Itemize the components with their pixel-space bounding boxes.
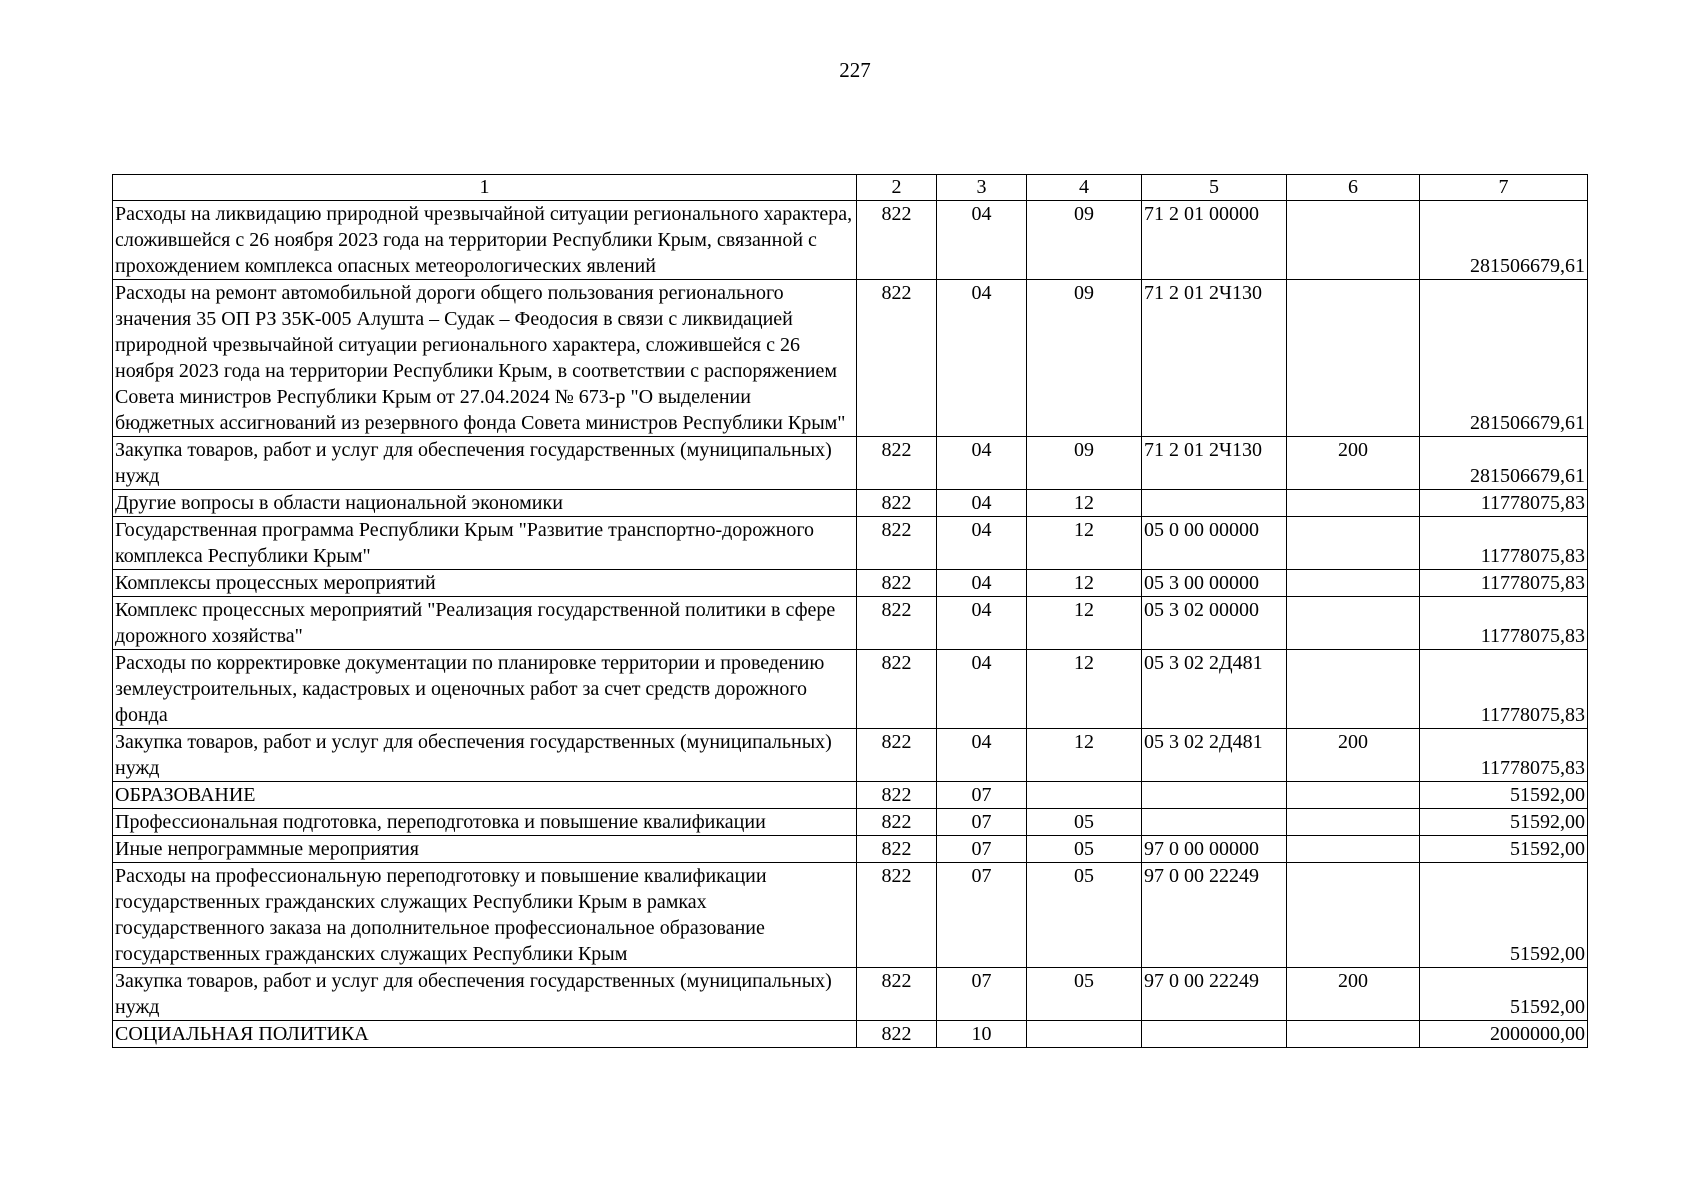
- target-article-cell: 71 2 01 2Ч130: [1142, 437, 1287, 490]
- subsection-code-cell: [1027, 1021, 1142, 1048]
- subsection-code-cell: 12: [1027, 729, 1142, 782]
- target-article-cell: 71 2 01 2Ч130: [1142, 280, 1287, 437]
- header-cell: 2: [857, 175, 937, 201]
- admin-code-cell: 822: [857, 570, 937, 597]
- header-cell: 4: [1027, 175, 1142, 201]
- expense-type-cell: 200: [1287, 968, 1420, 1021]
- subsection-code-cell: 09: [1027, 201, 1142, 280]
- target-article-cell: 05 3 02 2Д481: [1142, 650, 1287, 729]
- admin-code-cell: 822: [857, 809, 937, 836]
- amount-cell: 51592,00: [1420, 968, 1588, 1021]
- target-article-cell: [1142, 490, 1287, 517]
- section-code-cell: 07: [937, 809, 1027, 836]
- expense-name-cell: СОЦИАЛЬНАЯ ПОЛИТИКА: [113, 1021, 857, 1048]
- subsection-code-cell: 05: [1027, 809, 1142, 836]
- section-code-cell: 04: [937, 517, 1027, 570]
- expense-name-cell: Расходы на ремонт автомобильной дороги общего пользования регионального значения 35 ОП РЗ 35К-005 Алушта – Судак – Феодосия в связи с ликвидацией природной чрезвычайной ситуации регионального характера, сложившейся с 26 ноября 2023 года на территории Республики Крым, в соответствии с распоряжением Совета министров Республики Крым от 27.04.2024 № 673-р "О выделении бюджетных ассигнований из резервного фонда Совета министров Республики Крым": [113, 280, 857, 437]
- admin-code-cell: 822: [857, 201, 937, 280]
- expense-type-cell: [1287, 490, 1420, 517]
- expense-name-cell: Комплексы процессных мероприятий: [113, 570, 857, 597]
- expense-name-cell: Расходы на профессиональную переподготовку и повышение квалификации государственных гражданских служащих Республики Крым в рамках государственного заказа на дополнительное профессиональное образование государственных гражданских служащих Республики Крым: [113, 863, 857, 968]
- section-code-cell: 04: [937, 729, 1027, 782]
- subsection-code-cell: 09: [1027, 280, 1142, 437]
- header-cell: 6: [1287, 175, 1420, 201]
- amount-cell: 51592,00: [1420, 782, 1588, 809]
- table-row: [113, 597, 1588, 650]
- subsection-code-cell: 05: [1027, 968, 1142, 1021]
- target-article-cell: 05 3 00 00000: [1142, 570, 1287, 597]
- expense-type-cell: 200: [1287, 729, 1420, 782]
- expense-type-cell: [1287, 863, 1420, 968]
- section-code-cell: 04: [937, 597, 1027, 650]
- subsection-code-cell: 12: [1027, 597, 1142, 650]
- expense-name-cell: Закупка товаров, работ и услуг для обеспечения государственных (муниципальных) нужд: [113, 968, 857, 1021]
- expense-type-cell: [1287, 809, 1420, 836]
- section-code-cell: 04: [937, 280, 1027, 437]
- expense-name-cell: Закупка товаров, работ и услуг для обеспечения государственных (муниципальных) нужд: [113, 729, 857, 782]
- expense-name-cell: Комплекс процессных мероприятий "Реализация государственной политики в сфере дорожного хозяйства": [113, 597, 857, 650]
- target-article-cell: [1142, 1021, 1287, 1048]
- target-article-cell: [1142, 782, 1287, 809]
- expense-type-cell: 200: [1287, 437, 1420, 490]
- amount-cell: 281506679,61: [1420, 280, 1588, 437]
- subsection-code-cell: 12: [1027, 490, 1142, 517]
- amount-cell: 2000000,00: [1420, 1021, 1588, 1048]
- amount-cell: 51592,00: [1420, 863, 1588, 968]
- amount-cell: 281506679,61: [1420, 201, 1588, 280]
- expense-name-cell: Другие вопросы в области национальной экономики: [113, 490, 857, 517]
- section-code-cell: 07: [937, 968, 1027, 1021]
- table-row: [113, 968, 1588, 1021]
- table-row: [113, 570, 1588, 597]
- amount-cell: 281506679,61: [1420, 437, 1588, 490]
- amount-cell: 11778075,83: [1420, 517, 1588, 570]
- subsection-code-cell: 12: [1027, 517, 1142, 570]
- expense-type-cell: [1287, 570, 1420, 597]
- table-row: [113, 809, 1588, 836]
- table-row: [113, 729, 1588, 782]
- admin-code-cell: 822: [857, 597, 937, 650]
- section-code-cell: 04: [937, 201, 1027, 280]
- amount-cell: 11778075,83: [1420, 650, 1588, 729]
- section-code-cell: 04: [937, 570, 1027, 597]
- expense-name-cell: Закупка товаров, работ и услуг для обеспечения государственных (муниципальных) нужд: [113, 437, 857, 490]
- section-code-cell: 07: [937, 863, 1027, 968]
- target-article-cell: 05 3 02 2Д481: [1142, 729, 1287, 782]
- subsection-code-cell: 09: [1027, 437, 1142, 490]
- admin-code-cell: 822: [857, 517, 937, 570]
- admin-code-cell: 822: [857, 650, 937, 729]
- header-cell: 3: [937, 175, 1027, 201]
- expense-type-cell: [1287, 280, 1420, 437]
- section-code-cell: 10: [937, 1021, 1027, 1048]
- target-article-cell: 05 3 02 00000: [1142, 597, 1287, 650]
- expense-type-cell: [1287, 836, 1420, 863]
- table-header-row: [113, 175, 1588, 201]
- subsection-code-cell: [1027, 782, 1142, 809]
- budget-table: [112, 174, 1588, 1048]
- section-code-cell: 04: [937, 650, 1027, 729]
- target-article-cell: [1142, 809, 1287, 836]
- section-code-cell: 07: [937, 782, 1027, 809]
- table-row: [113, 863, 1588, 968]
- table-row: [113, 201, 1588, 280]
- table-row: [113, 782, 1588, 809]
- page-number: 227: [839, 58, 871, 82]
- subsection-code-cell: 12: [1027, 570, 1142, 597]
- section-code-cell: 04: [937, 437, 1027, 490]
- table-row: [113, 490, 1588, 517]
- table-row: [113, 836, 1588, 863]
- amount-cell: 11778075,83: [1420, 729, 1588, 782]
- section-code-cell: 04: [937, 490, 1027, 517]
- expense-type-cell: [1287, 650, 1420, 729]
- admin-code-cell: 822: [857, 280, 937, 437]
- expense-type-cell: [1287, 1021, 1420, 1048]
- expense-name-cell: Государственная программа Республики Крым "Развитие транспортно-дорожного комплекса Республики Крым": [113, 517, 857, 570]
- amount-cell: 51592,00: [1420, 809, 1588, 836]
- subsection-code-cell: 12: [1027, 650, 1142, 729]
- target-article-cell: 97 0 00 00000: [1142, 836, 1287, 863]
- amount-cell: 51592,00: [1420, 836, 1588, 863]
- target-article-cell: 97 0 00 22249: [1142, 968, 1287, 1021]
- expense-type-cell: [1287, 782, 1420, 809]
- table-row: [113, 280, 1588, 437]
- amount-cell: 11778075,83: [1420, 490, 1588, 517]
- expense-name-cell: Расходы на ликвидацию природной чрезвычайной ситуации регионального характера, сложившейся с 26 ноября 2023 года на территории Республики Крым, связанной с прохождением комплекса опасных метеорологических явлений: [113, 201, 857, 280]
- admin-code-cell: 822: [857, 782, 937, 809]
- admin-code-cell: 822: [857, 729, 937, 782]
- admin-code-cell: 822: [857, 490, 937, 517]
- header-cell: 7: [1420, 175, 1588, 201]
- admin-code-cell: 822: [857, 437, 937, 490]
- expense-type-cell: [1287, 201, 1420, 280]
- expense-name-cell: Расходы по корректировке документации по планировке территории и проведению землеустроительных, кадастровых и оценочных работ за счет средств дорожного фонда: [113, 650, 857, 729]
- expense-name-cell: Профессиональная подготовка, переподготовка и повышение квалификации: [113, 809, 857, 836]
- target-article-cell: 05 0 00 00000: [1142, 517, 1287, 570]
- table-row: [113, 1021, 1588, 1048]
- expense-name-cell: Иные непрограммные мероприятия: [113, 836, 857, 863]
- expense-type-cell: [1287, 517, 1420, 570]
- table-row: [113, 437, 1588, 490]
- admin-code-cell: 822: [857, 1021, 937, 1048]
- header-cell: 1: [113, 175, 857, 201]
- header-cell: 5: [1142, 175, 1287, 201]
- subsection-code-cell: 05: [1027, 836, 1142, 863]
- section-code-cell: 07: [937, 836, 1027, 863]
- expense-name-cell: ОБРАЗОВАНИЕ: [113, 782, 857, 809]
- target-article-cell: 97 0 00 22249: [1142, 863, 1287, 968]
- admin-code-cell: 822: [857, 836, 937, 863]
- subsection-code-cell: 05: [1027, 863, 1142, 968]
- admin-code-cell: 822: [857, 863, 937, 968]
- amount-cell: 11778075,83: [1420, 597, 1588, 650]
- amount-cell: 11778075,83: [1420, 570, 1588, 597]
- target-article-cell: 71 2 01 00000: [1142, 201, 1287, 280]
- table-row: [113, 650, 1588, 729]
- admin-code-cell: 822: [857, 968, 937, 1021]
- table-row: [113, 517, 1588, 570]
- expense-type-cell: [1287, 597, 1420, 650]
